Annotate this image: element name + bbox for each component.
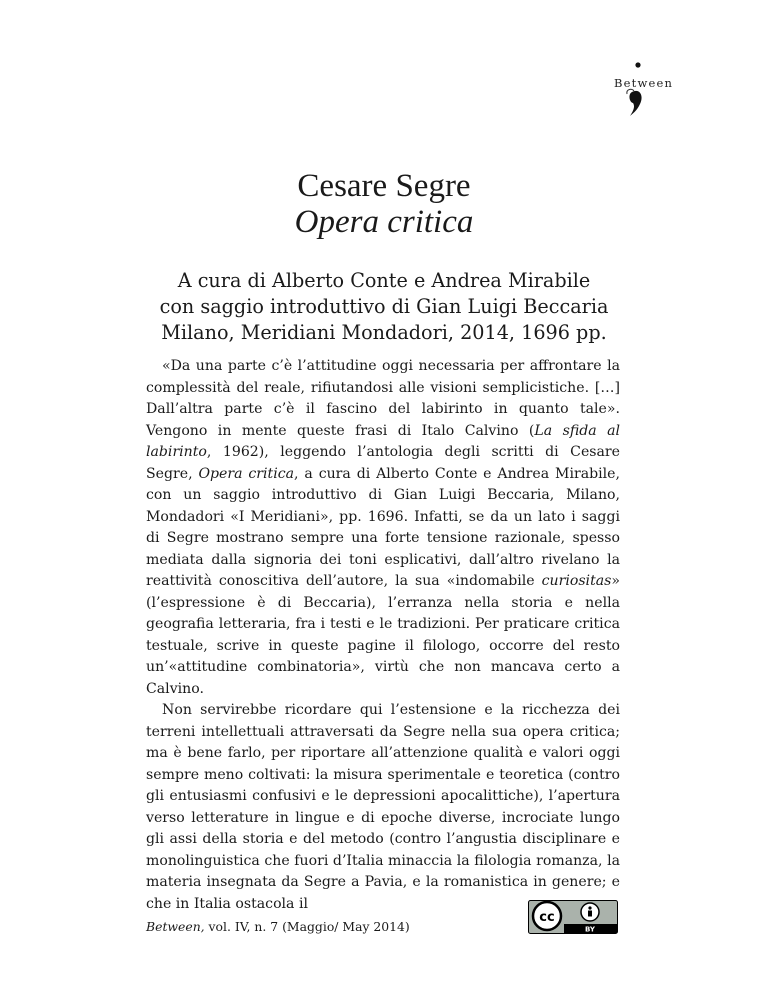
by-label: BY [584, 925, 596, 934]
logo-wordmark: Between [614, 76, 674, 90]
italic-term: curiositas [541, 573, 612, 589]
journal-logo [612, 58, 684, 124]
publisher-line: Milano, Meridiani Mondadori, 2014, 1696 pp. [161, 321, 607, 344]
cc-label: cc [539, 910, 555, 925]
between-comma-logo-icon [624, 58, 664, 124]
italic-title: Opera critica [198, 465, 295, 482]
text-run: , a cura di Alberto Conte e Andrea Mirabile, con un saggio introduttivo di Gian Luigi Beccaria, Milano, Mondadori «I Meridiani», pp. 1696. Infatti, se da un lato i saggi di Segre mostrano sempre una forte tensione razionale, spesso mediata dalla signoria dei toni esplicativi, dall’altro rivelano la reattività conoscitiva dell’autore, la sua «indomabile [146, 465, 620, 589]
creative-commons-by-icon[interactable] [528, 900, 618, 934]
paragraph-2: Non servirebbe ricordare qui l’estensione e la ricchezza dei terreni intellettuali attraversati da Segre nella sua opera critica; ma è bene farlo, per riportare all’attenzione qualità e valori oggi sempre meno coltivati: la misura sperimentale e teoretica (contro gli entusiasmi confusivi e le depressioni apocalittiche), l’apertura verso letterature in lingue e di epoche diverse, incrociate lungo gli assi della storia e del metodo (contro l’angustia disciplinare e monolinguistica che fuori d’Italia minaccia la filologia romanza, la materia insegnata da Segre a Pavia, e la romanistica in genere; e che in Italia ostacola il [146, 702, 620, 912]
book-metadata [0, 268, 768, 346]
editors-line: A cura di Alberto Conte e Andrea Mirabile [177, 269, 591, 292]
italic-title: La sfida al labirinto [146, 422, 620, 460]
journal-name: Between, [146, 919, 205, 934]
review-body [146, 356, 620, 915]
issue-info: vol. IV, n. 7 (Maggio/ May 2014) [204, 919, 410, 934]
text-run: «Da una parte c’è l’attitudine oggi necessaria per affrontare la complessità del reale, rifiutandosi alle visioni semplicistiche. […] Dall’altra parte c’è il fascino del labirinto in quanto tale». Vengono in mente queste frasi di Italo Calvino ( [146, 358, 620, 439]
footer-citation [146, 919, 410, 934]
book-subtitle: Opera critica [294, 204, 474, 240]
text-run: , 1962), leggendo l’antologia degli scritti di Cesare Segre, [146, 444, 620, 482]
introduction-line: con saggio introduttivo di Gian Luigi Beccaria [159, 295, 609, 318]
text-run: » (l’espressione è di Beccaria), l’erranza nella storia e nella geografia letteraria, fra i testi e le tradizioni. Per praticare critica testuale, scrive in queste pagine il filologo, occorre del resto un’«attitudine combinatoria», virtù che non mancava certo a Calvino. [146, 573, 620, 697]
book-title: Cesare Segre [297, 168, 471, 204]
paragraph-1 [146, 356, 620, 700]
